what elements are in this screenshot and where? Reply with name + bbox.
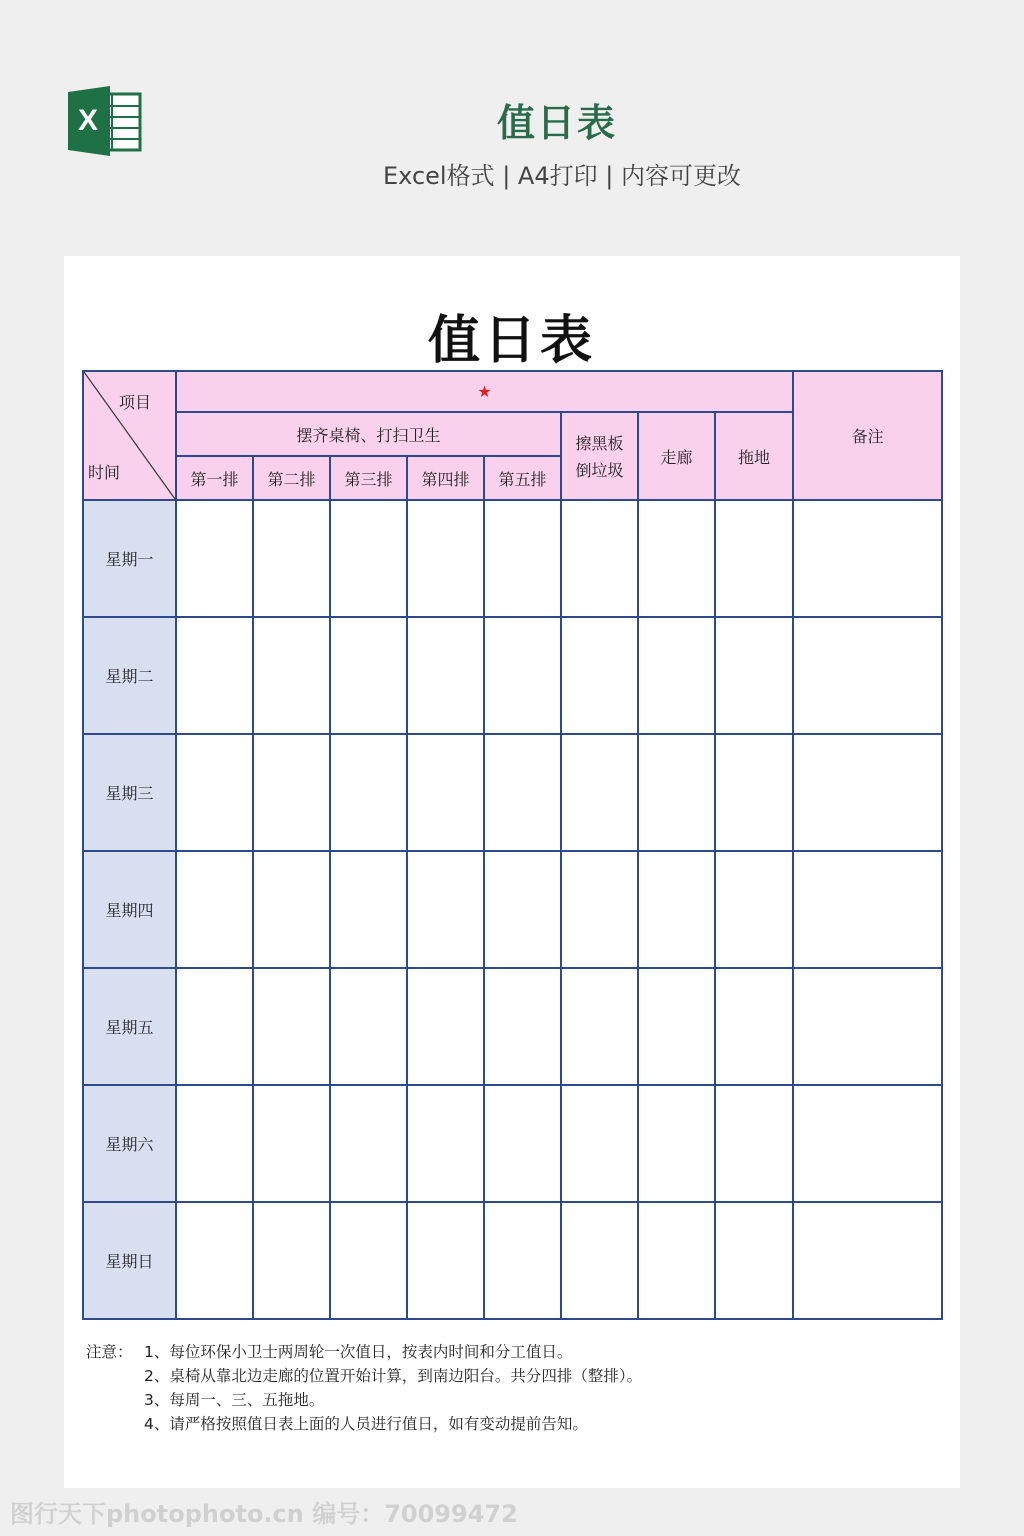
sheet-title: 值日表 <box>427 311 596 371</box>
duty-cell[interactable] <box>330 500 407 617</box>
duty-cell[interactable] <box>793 968 942 1085</box>
duty-cell[interactable] <box>484 851 561 968</box>
header-subtitle: Excel格式 | A4打印 | 内容可更改 <box>383 162 741 190</box>
duty-cell[interactable] <box>253 1202 330 1319</box>
garbage-label: 倒垃圾 <box>575 461 624 480</box>
duty-cell[interactable] <box>176 1202 253 1319</box>
duty-cell[interactable] <box>793 617 942 734</box>
row2-header: 第二排 <box>253 456 330 500</box>
row3-header: 第三排 <box>330 456 407 500</box>
duty-cell[interactable] <box>176 851 253 968</box>
duty-cell[interactable] <box>638 734 715 851</box>
table-row <box>83 1202 942 1319</box>
duty-cell[interactable] <box>330 734 407 851</box>
sheet-paper <box>64 256 960 1488</box>
duty-cell[interactable] <box>176 968 253 1085</box>
duty-cell[interactable] <box>253 968 330 1085</box>
duty-cell[interactable] <box>484 1202 561 1319</box>
duty-cell[interactable] <box>407 500 484 617</box>
duty-table <box>82 370 943 1320</box>
duty-cell[interactable] <box>561 968 638 1085</box>
duty-cell[interactable] <box>176 1085 253 1202</box>
note-line <box>86 1412 642 1436</box>
duty-cell[interactable] <box>715 1202 793 1319</box>
note-line <box>86 1364 642 1388</box>
duty-cell[interactable] <box>253 851 330 968</box>
duty-cell[interactable] <box>407 968 484 1085</box>
table-row <box>83 617 942 734</box>
table-row <box>83 500 942 617</box>
duty-cell[interactable] <box>638 968 715 1085</box>
duty-cell[interactable] <box>793 851 942 968</box>
note-item: 4、请严格按照值日表上面的人员进行值日，如有变动提前告知。 <box>144 1415 588 1433</box>
duty-cell[interactable] <box>561 617 638 734</box>
day-label: 星期二 <box>83 617 176 734</box>
duty-cell[interactable] <box>330 851 407 968</box>
duty-cell[interactable] <box>715 617 793 734</box>
duty-cell[interactable] <box>330 1085 407 1202</box>
duty-cell[interactable] <box>253 1085 330 1202</box>
duty-cell[interactable] <box>407 851 484 968</box>
corner-header-cell <box>83 371 176 500</box>
day-label: 星期五 <box>83 968 176 1085</box>
blackboard-header <box>561 412 638 500</box>
corner-label-item: 项目 <box>118 393 151 412</box>
table-row <box>83 851 942 968</box>
excel-logo-letter: X <box>77 104 99 137</box>
duty-cell[interactable] <box>330 968 407 1085</box>
day-rows <box>83 500 942 1319</box>
duty-cell[interactable] <box>793 734 942 851</box>
duty-cell[interactable] <box>407 734 484 851</box>
duty-cell[interactable] <box>484 968 561 1085</box>
duty-cell[interactable] <box>638 500 715 617</box>
duty-cell[interactable] <box>407 1085 484 1202</box>
star-header-cell <box>176 371 793 412</box>
notes-lead: 注意： <box>86 1343 133 1361</box>
duty-cell[interactable] <box>793 1202 942 1319</box>
duty-cell[interactable] <box>561 1202 638 1319</box>
row1-header: 第一排 <box>176 456 253 500</box>
watermark: 图行天下photophoto.cn 编号：70099472 <box>10 1500 518 1528</box>
duty-cell[interactable] <box>407 1202 484 1319</box>
table-row <box>83 1085 942 1202</box>
duty-cell[interactable] <box>407 617 484 734</box>
duty-cell[interactable] <box>715 1085 793 1202</box>
notes <box>86 1340 642 1436</box>
duty-cell[interactable] <box>176 734 253 851</box>
table-row <box>83 968 942 1085</box>
duty-cell[interactable] <box>561 851 638 968</box>
duty-cell[interactable] <box>715 851 793 968</box>
note-item: 1、每位环保小卫士两周轮一次值日，按表内时间和分工值日。 <box>144 1343 573 1361</box>
duty-cell[interactable] <box>638 851 715 968</box>
duty-cell[interactable] <box>638 1085 715 1202</box>
row5-header: 第五排 <box>484 456 561 500</box>
duty-cell[interactable] <box>484 1085 561 1202</box>
duty-cell[interactable] <box>253 617 330 734</box>
day-label: 星期六 <box>83 1085 176 1202</box>
day-label: 星期一 <box>83 500 176 617</box>
blackboard-label: 擦黑板 <box>575 434 624 453</box>
star-icon: ★ <box>477 382 492 401</box>
day-label: 星期四 <box>83 851 176 968</box>
duty-cell[interactable] <box>561 1085 638 1202</box>
tidy-group-header: 摆齐桌椅、打扫卫生 <box>176 412 561 456</box>
header-title: 值日表 <box>496 101 617 145</box>
duty-cell[interactable] <box>793 1085 942 1202</box>
duty-cell[interactable] <box>253 500 330 617</box>
corridor-header: 走廊 <box>638 412 715 500</box>
note-line <box>86 1340 642 1364</box>
note-item: 2、桌椅从靠北边走廊的位置开始计算，到南边阳台。共分四排（整排）。 <box>144 1367 643 1385</box>
duty-cell[interactable] <box>715 734 793 851</box>
mop-header: 拖地 <box>715 412 793 500</box>
corner-label-time: 时间 <box>88 463 121 482</box>
day-label: 星期三 <box>83 734 176 851</box>
duty-cell[interactable] <box>176 500 253 617</box>
row4-header: 第四排 <box>407 456 484 500</box>
remarks-header: 备注 <box>793 371 942 500</box>
duty-cell[interactable] <box>793 500 942 617</box>
duty-cell[interactable] <box>715 500 793 617</box>
duty-cell[interactable] <box>638 617 715 734</box>
duty-cell[interactable] <box>176 617 253 734</box>
duty-cell[interactable] <box>561 500 638 617</box>
day-label: 星期日 <box>83 1202 176 1319</box>
duty-cell[interactable] <box>484 500 561 617</box>
duty-cell[interactable] <box>484 734 561 851</box>
duty-cell[interactable] <box>638 1202 715 1319</box>
duty-cell[interactable] <box>330 617 407 734</box>
note-line <box>86 1388 642 1412</box>
note-item: 3、每周一、三、五拖地。 <box>144 1391 325 1409</box>
duty-cell[interactable] <box>484 617 561 734</box>
table-row <box>83 734 942 851</box>
duty-cell[interactable] <box>253 734 330 851</box>
duty-cell[interactable] <box>330 1202 407 1319</box>
duty-cell[interactable] <box>561 734 638 851</box>
duty-cell[interactable] <box>715 968 793 1085</box>
